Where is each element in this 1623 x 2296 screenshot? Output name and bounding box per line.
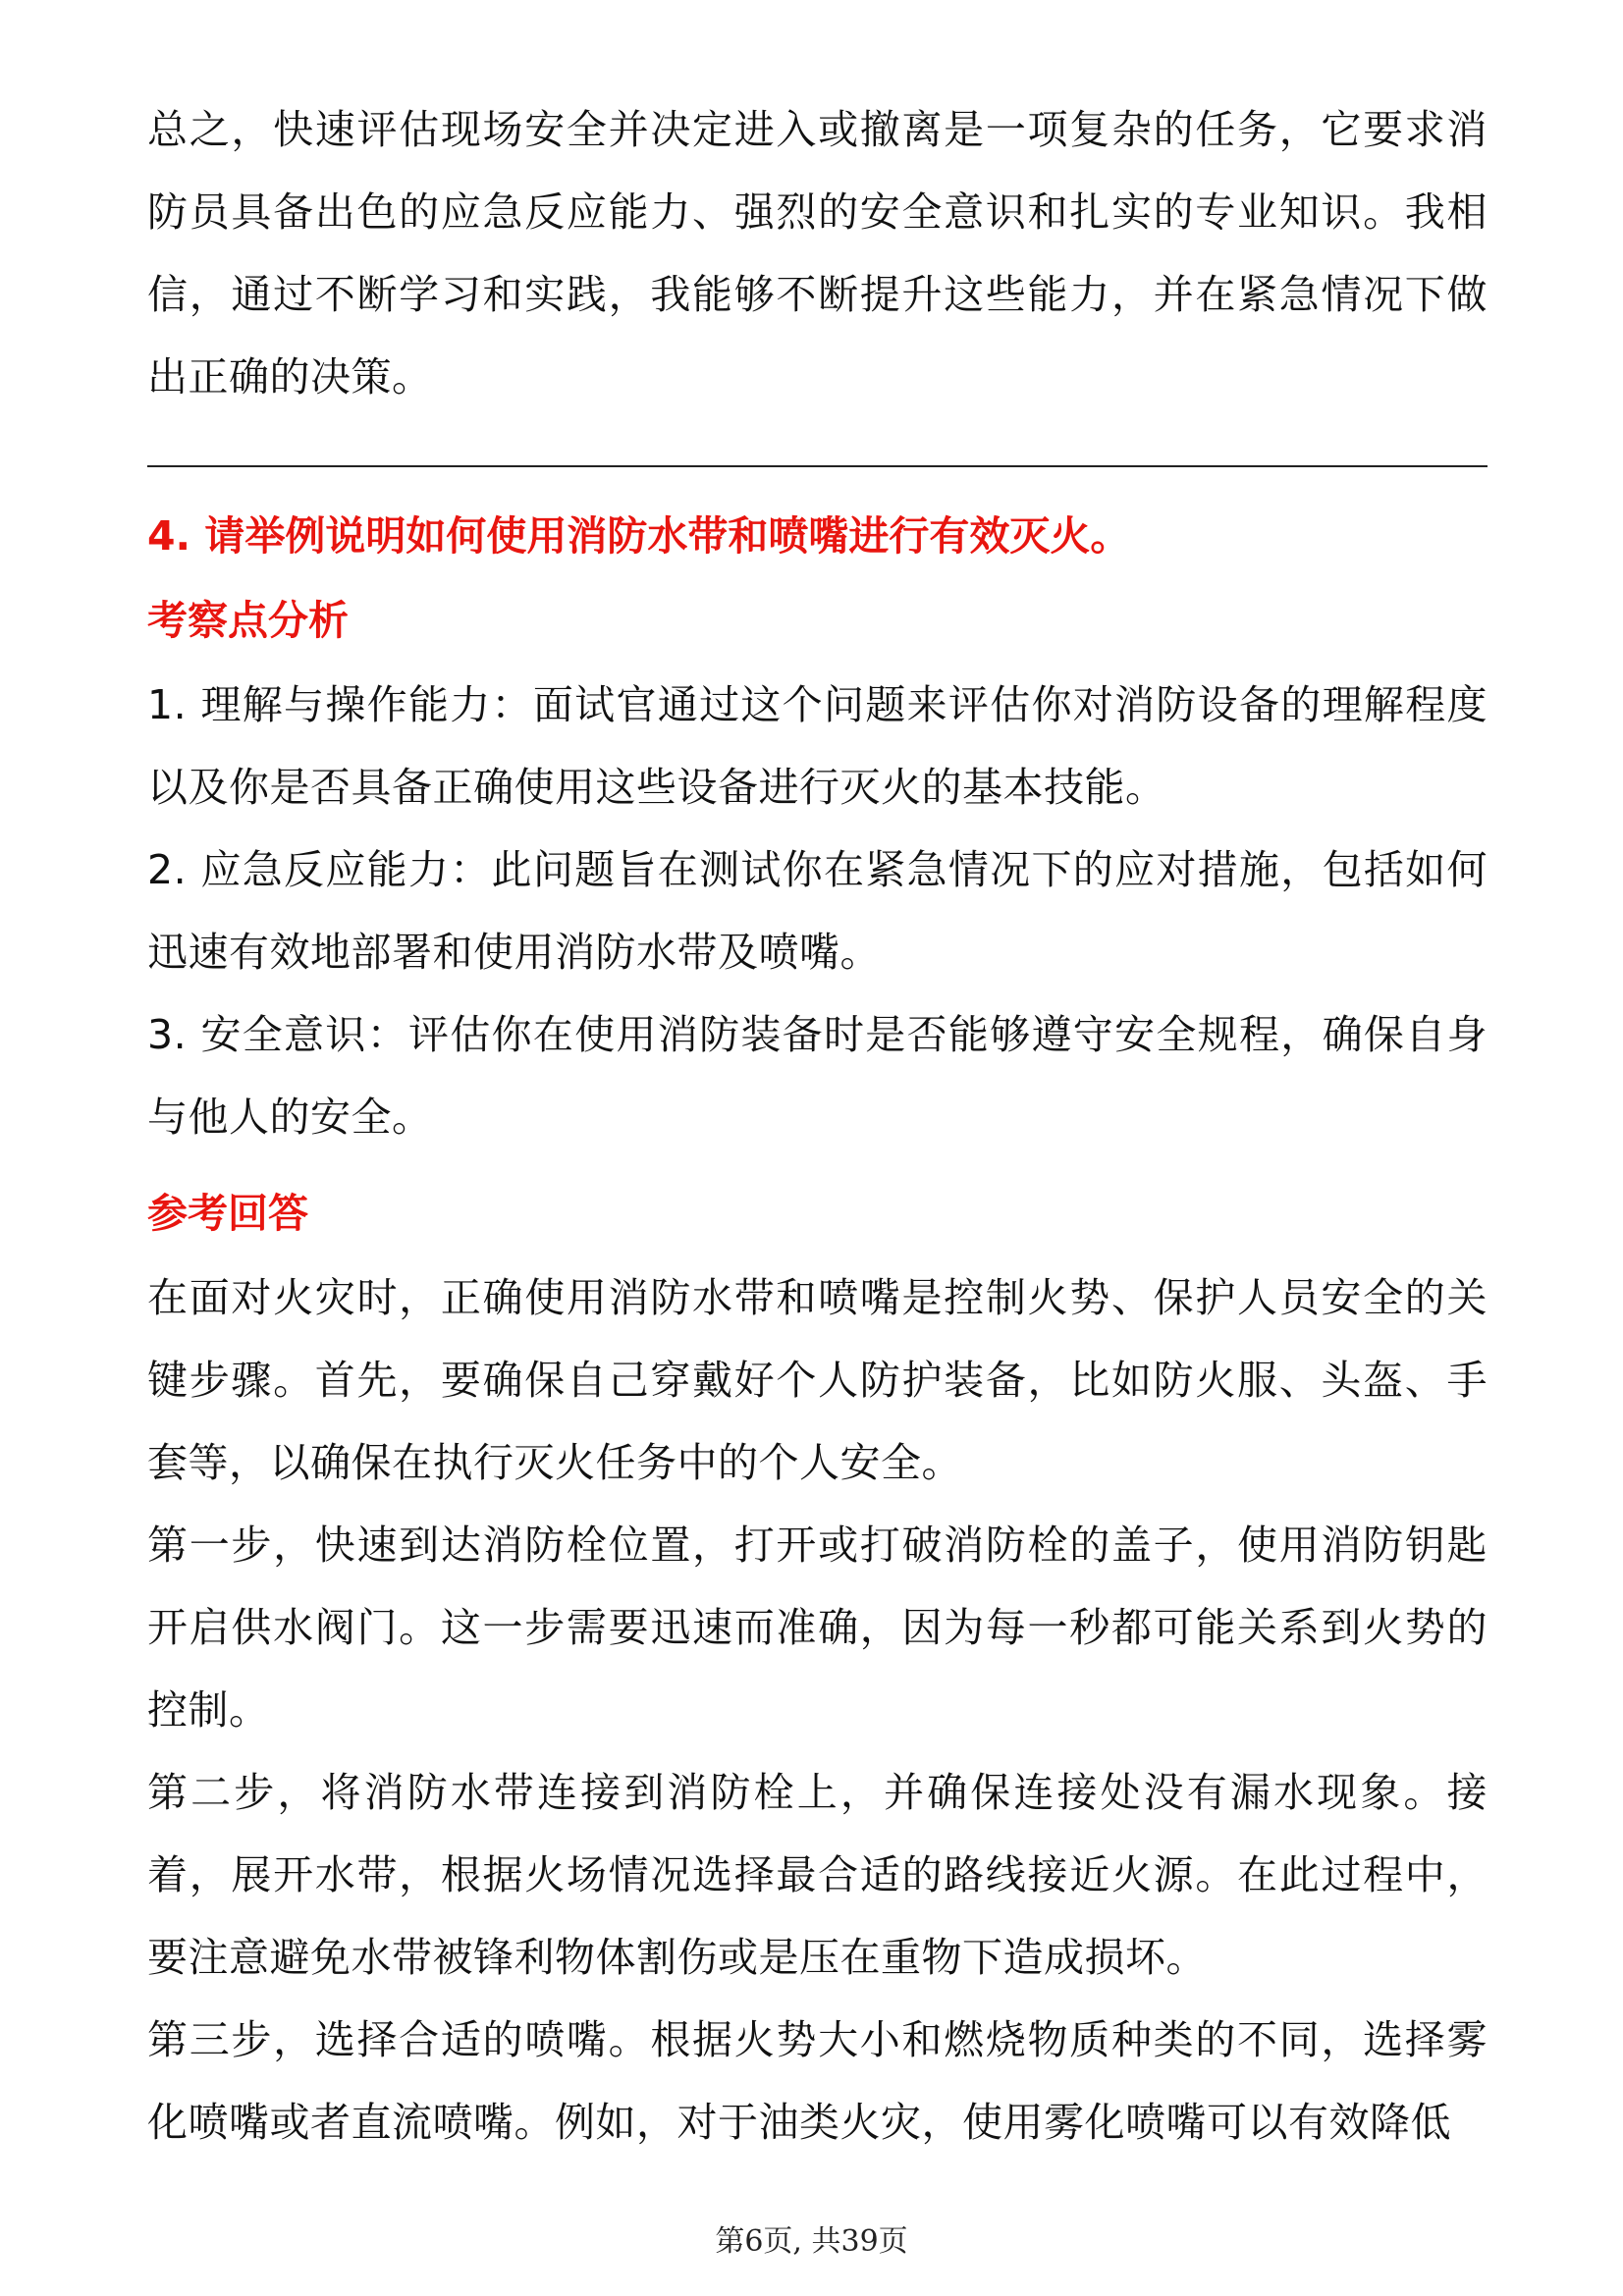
analysis-item: 2. 应急反应能力：此问题旨在测试你在紧急情况下的应对措施，包括如何迅速有效地部署和使用消防水带及喷嘴。 <box>147 846 1488 976</box>
answer-paragraph: 第二步，将消防水带连接到消防栓上，并确保连接处没有漏水现象。接着，展开水带，根据火场情况选择最合适的路线接近火源。在此过程中，要注意避免水带被锋利物体割伤或是压在重物下造成损坏。 <box>147 1769 1488 1981</box>
answer-title: 参考回答 <box>147 1190 308 1237</box>
analysis-item: 3. 安全意识：评估你在使用消防装备时是否能够遵守安全规程，确保自身与他人的安全。 <box>147 1011 1488 1141</box>
page-content <box>147 88 1488 2163</box>
analysis-item: 1. 理解与操作能力：面试官通过这个问题来评估你对消防设备的理解程度以及你是否具备正确使用这些设备进行灭火的基本技能。 <box>147 681 1488 811</box>
section-divider <box>147 465 1488 467</box>
intro-paragraph: 总之，快速评估现场安全并决定进入或撤离是一项复杂的任务，它要求消防员具备出色的应急反应能力、强烈的安全意识和扎实的专业知识。我相信，通过不断学习和实践，我能够不断提升这些能力，并在紧急情况下做出正确的决策。 <box>147 106 1488 400</box>
question-heading: 4. 请举例说明如何使用消防水带和喷嘴进行有效灭火。 <box>147 512 1131 560</box>
answer-paragraph: 第一步，快速到达消防栓位置，打开或打破消防栓的盖子，使用消防钥匙开启供水阀门。这一步需要迅速而准确，因为每一秒都可能关系到火势的控制。 <box>147 1522 1488 1734</box>
page-number-footer: 第6页, 共39页 <box>715 2224 908 2259</box>
answer-paragraph: 在面对火灾时，正确使用消防水带和喷嘴是控制火势、保护人员安全的关键步骤。首先，要确保自己穿戴好个人防护装备，比如防火服、头盔、手套等，以确保在执行灭火任务中的个人安全。 <box>147 1274 1488 1486</box>
analysis-title: 考察点分析 <box>147 597 349 644</box>
answer-paragraph: 第三步，选择合适的喷嘴。根据火势大小和燃烧物质种类的不同，选择雾化喷嘴或者直流喷嘴。例如，对于油类火灾，使用雾化喷嘴可以有效降低 <box>147 2016 1488 2146</box>
